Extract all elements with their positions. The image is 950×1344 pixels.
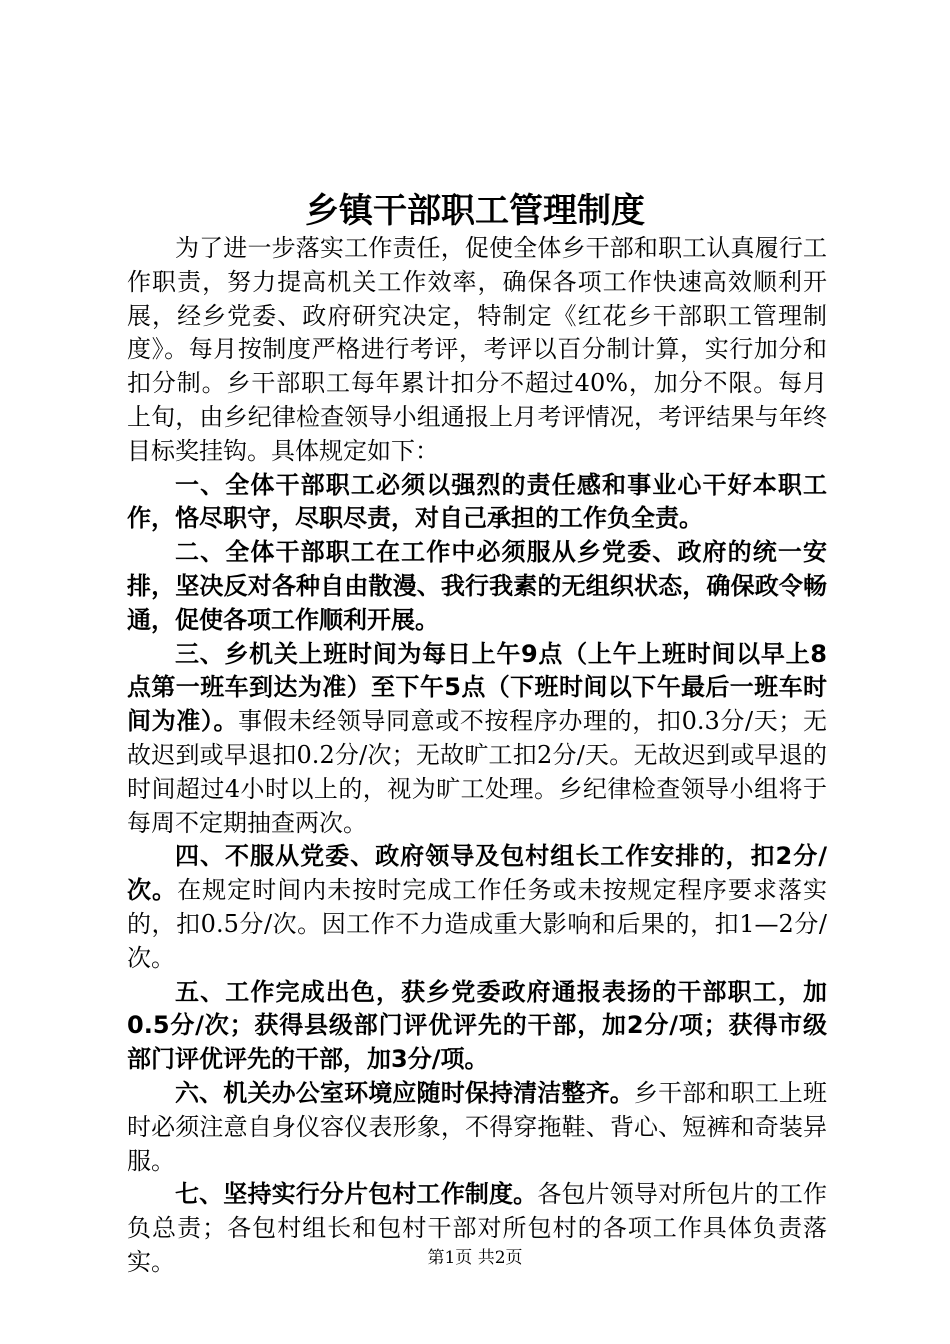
rule-item-3-text: 事假未经领导同意或不按程序办理的，扣0.3分/天；无故迟到或早退扣0.2分/次；无故旷工扣2分/天。无故迟到或早退的时间超过4小时以上的，视为旷工处理。乡纪律检查领导小组将于每周不定期抽查两次。 bbox=[127, 707, 827, 837]
document-body bbox=[127, 232, 827, 1280]
rule-item-1 bbox=[127, 469, 827, 537]
rule-item-6-heading: 六、机关办公室环境应随时保持清洁整齐。 bbox=[175, 1078, 634, 1107]
rule-item-2-heading: 二、全体干部职工在工作中必须服从乡党委、政府的统一安排，坚决反对各种自由散漫、我行我素的无组织状态，确保政令畅通，促使各项工作顺利开展。 bbox=[127, 538, 827, 634]
rule-item-4-heading: 四、不服从党委、政府领导及包村组长工作安排的，扣2分/次。 bbox=[127, 842, 827, 905]
document-title: 乡镇干部职工管理制度 bbox=[305, 191, 645, 231]
rule-item-1-heading: 一、全体干部职工必须以强烈的责任感和事业心干好本职工作，恪尽职守，尽职尽责，对自己承担的工作负全责。 bbox=[127, 470, 827, 533]
rule-item-4 bbox=[127, 840, 827, 975]
rule-item-2 bbox=[127, 536, 827, 637]
rule-item-6 bbox=[127, 1077, 827, 1178]
rule-item-7-heading: 七、坚持实行分片包村工作制度。 bbox=[175, 1180, 538, 1209]
rule-item-3 bbox=[127, 638, 827, 841]
intro-paragraph: 为了进一步落实工作责任，促使全体乡干部和职工认真履行工作职责，努力提高机关工作效率，确保各项工作快速高效顺利开展，经乡党委、政府研究决定，特制定《红花乡干部职工管理制度》。每月按制度严格进行考评，考评以百分制计算，实行加分和扣分制。乡干部职工每年累计扣分不超过40%，加分不限。每月上旬，由乡纪律检查领导小组通报上月考评情况，考评结果与年终目标奖挂钩。具体规定如下： bbox=[127, 234, 827, 465]
rule-item-5 bbox=[127, 976, 827, 1077]
rule-item-7-text: 各包片领导对所包片的工作负总责；各包村组长和包村干部对所包村的各项工作具体负责落实。 bbox=[127, 1180, 828, 1276]
page-number: 第1页 共2页 bbox=[427, 1248, 523, 1268]
rule-item-3-heading: 三、乡机关上班时间为每日上午9点（上午上班时间以早上8点第一班车到达为准）至下午5点（下班时间以下午最后一班车时间为准）。 bbox=[127, 639, 827, 736]
rule-item-6-text: 乡干部和职工上班时必须注意自身仪容仪表形象，不得穿拖鞋、背心、短裤和奇装异服。 bbox=[127, 1078, 827, 1175]
rule-item-5-heading: 五、工作完成出色，获乡党委政府通报表扬的干部职工，加0.5分/次；获得县级部门评优评先的干部，加2分/项；获得市级部门评优评先的干部，加3分/项。 bbox=[127, 977, 827, 1074]
rule-item-4-text: 在规定时间内未按时完成工作任务或未按规定程序要求落实的，扣0.5分/次。因工作不力造成重大影响和后果的，扣1—2分/次。 bbox=[127, 876, 828, 972]
